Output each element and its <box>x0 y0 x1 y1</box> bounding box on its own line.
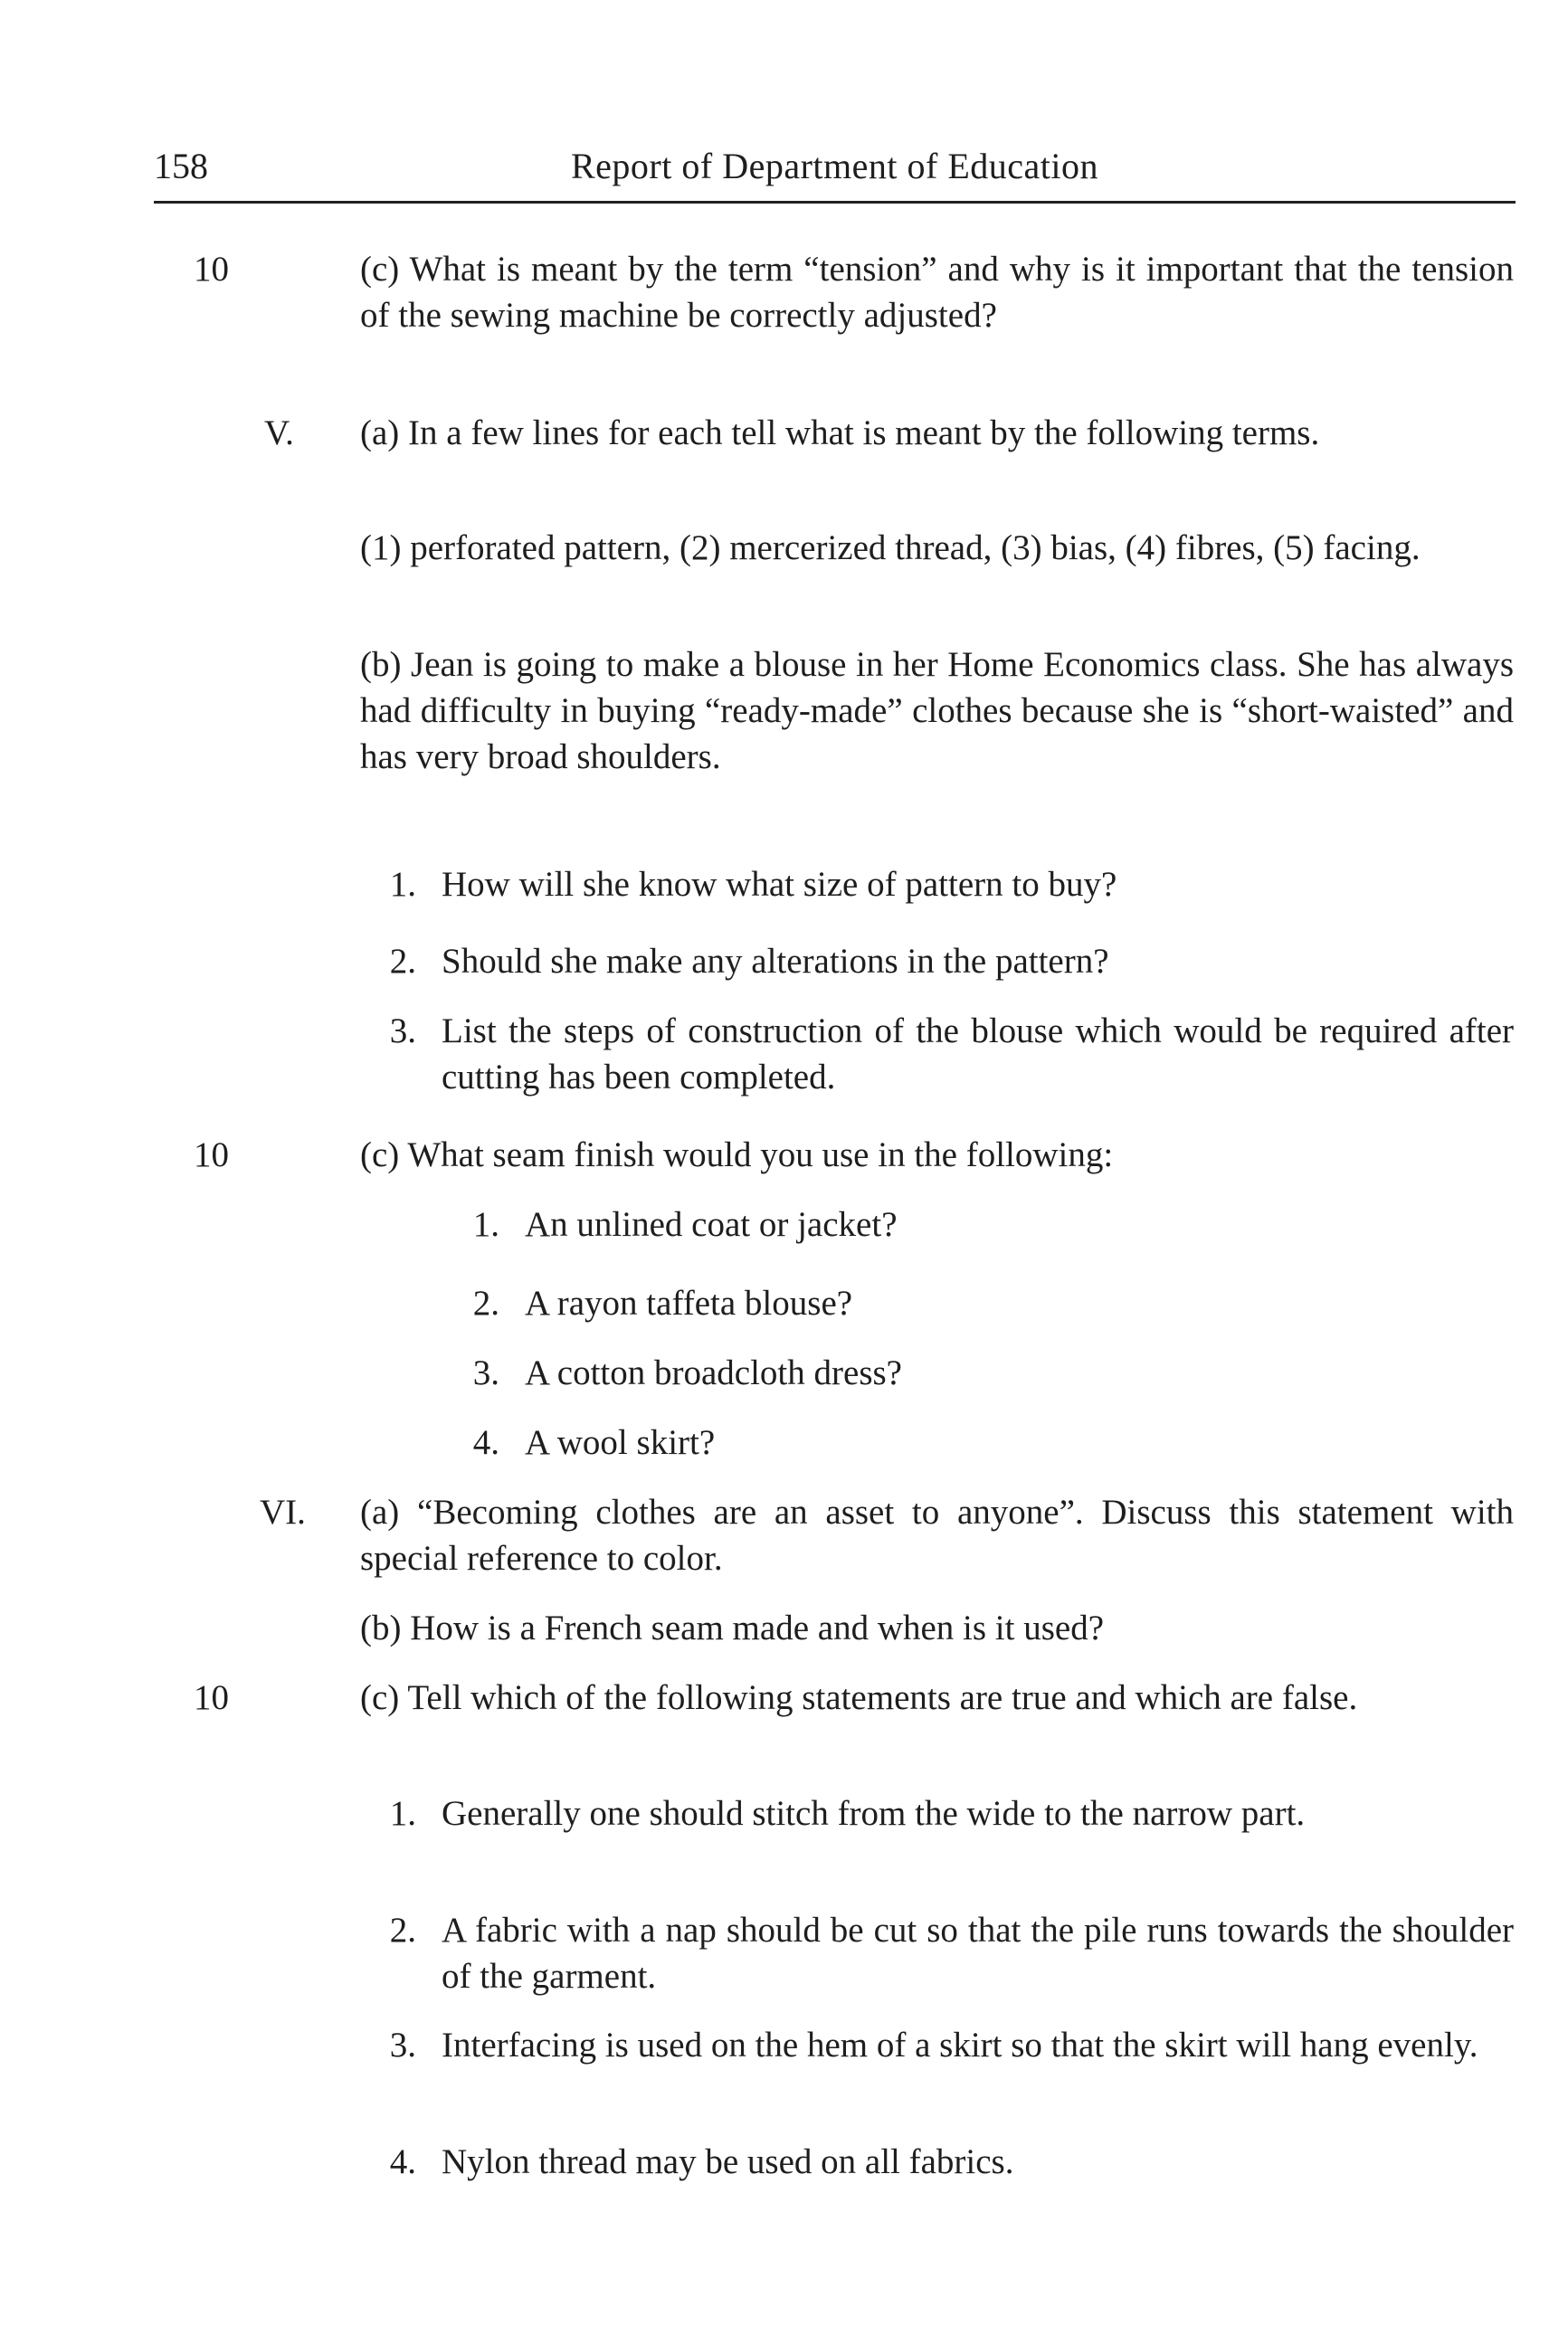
page-header <box>154 145 1516 199</box>
section-v-numeral: V. <box>264 413 294 452</box>
question-vi-c: (c) Tell which of the following statements are true and which are false. <box>360 1678 1358 1717</box>
question-v-b: (b) Jean is going to make a blouse in her Home Economics class. She has always had difficulty in buying “ready-made” clothes because she is “short-waisted” and has very broad shoulders. <box>360 645 1514 776</box>
marks-value: 10 <box>194 1135 229 1174</box>
list-item-number: 3. <box>472 1353 499 1392</box>
question-iv-c: (c) What is meant by the term “tension” and why is it important that the tension of the sewing machine be correctly adjusted? <box>360 250 1514 335</box>
list-item-number: 3. <box>389 2026 416 2065</box>
list-item: Should she make any alterations in the pattern? <box>442 942 1109 981</box>
list-item: List the steps of construction of the blouse which would be required after cutting has been completed. <box>442 1011 1514 1097</box>
question-vi-b: (b) How is a French seam made and when is it used? <box>360 1609 1105 1647</box>
question-vi-a: (a) “Becoming clothes are an asset to anyone”. Discuss this statement with special reference to color. <box>360 1493 1514 1578</box>
list-item-number: 2. <box>389 1911 416 1950</box>
question-v-c: (c) What seam finish would you use in the following: <box>360 1135 1114 1174</box>
list-item-number: 1. <box>389 1794 416 1833</box>
list-item: An unlined coat or jacket? <box>525 1205 898 1244</box>
list-item-number: 2. <box>472 1284 499 1323</box>
question-v-a-terms: (1) perforated pattern, (2) mercerized thread, (3) bias, (4) fibres, (5) facing. <box>360 528 1421 567</box>
list-item: A fabric with a nap should be cut so that the pile runs towards the shoulder of the garment. <box>442 1911 1514 1996</box>
list-item: A rayon taffeta blouse? <box>525 1284 853 1323</box>
list-item-number: 1. <box>472 1205 499 1244</box>
list-item-number: 3. <box>389 1011 416 1050</box>
section-vi-numeral: VI. <box>260 1493 306 1532</box>
list-item: A wool skirt? <box>525 1423 716 1462</box>
marks-value: 10 <box>194 1678 229 1717</box>
list-item: Interfacing is used on the hem of a skirt so that the skirt will hang evenly. <box>442 2026 1478 2065</box>
page-title: Report of Department of Education <box>571 146 1098 186</box>
list-item-number: 2. <box>389 942 416 981</box>
list-item: Generally one should stitch from the wide to the narrow part. <box>442 1794 1306 1833</box>
list-item-number: 1. <box>389 865 416 904</box>
list-item: A cotton broadcloth dress? <box>525 1353 902 1392</box>
list-item: Nylon thread may be used on all fabrics. <box>442 2142 1014 2181</box>
list-item: How will she know what size of pattern to buy? <box>442 865 1117 904</box>
header-rule <box>154 201 1516 204</box>
question-v-a: (a) In a few lines for each tell what is meant by the following terms. <box>360 413 1320 452</box>
page-number: 158 <box>154 146 208 186</box>
list-item-number: 4. <box>389 2142 416 2181</box>
list-item-number: 4. <box>472 1423 499 1462</box>
marks-value: 10 <box>194 250 229 289</box>
